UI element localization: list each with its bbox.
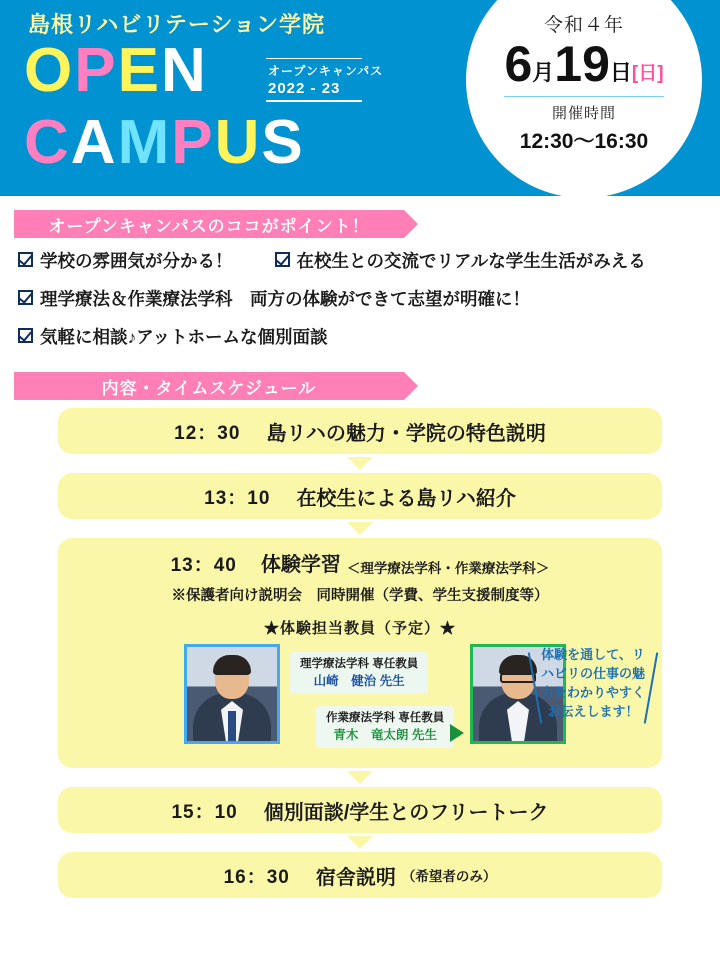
- experience-title-row: [58, 548, 662, 577]
- arrow-down-icon: [347, 522, 373, 535]
- experience-title: 体験学習: [260, 554, 341, 576]
- divider-top: [266, 58, 362, 59]
- arrow-down-icon: [347, 457, 373, 470]
- speech-text: 体験を通して、リハビリの仕事の魅力をわかりやすくお伝えします！: [540, 647, 645, 719]
- points-banner-wrap: [14, 210, 404, 238]
- day-number: 19: [554, 36, 610, 92]
- campus-letter-a: A: [70, 108, 118, 177]
- teacher-photos: [58, 644, 662, 756]
- open-letter-n: N: [160, 36, 208, 105]
- checkbox-icon: [18, 328, 33, 343]
- open-letter-o: O: [24, 36, 75, 105]
- campus-letter-m: M: [117, 108, 172, 177]
- schedule-item-3: [58, 787, 662, 833]
- checkbox-icon: [18, 252, 33, 267]
- open-letter-e: E: [117, 36, 161, 105]
- schedule-item-1: [58, 408, 662, 454]
- schedule-item-experience: [58, 538, 662, 768]
- time-value: 12:30〜16:30: [519, 130, 649, 153]
- points-banner: オープンキャンパスのココがポイント！: [14, 210, 404, 238]
- divider-bottom: [266, 100, 362, 102]
- teacher-caption-2: [316, 706, 454, 748]
- open-title: [24, 36, 208, 105]
- schedule-item-3-line: [58, 787, 662, 833]
- schedule-time-1: 12：30: [174, 422, 241, 444]
- point-label-3: 理学療法＆作業療法学科 両方の体験ができて志望が明確に！: [40, 289, 530, 309]
- point-label-1: 学校の雰囲気が分かる！: [40, 251, 233, 271]
- checkbox-icon: [275, 252, 290, 267]
- checkbox-icon: [18, 290, 33, 305]
- campus-letter-s: S: [261, 108, 305, 177]
- glasses-icon: [500, 673, 536, 683]
- schedule-item-4: [58, 852, 662, 898]
- campus-title: [24, 108, 305, 177]
- teacher-dept-1: 理学療法学科 専任教員: [300, 658, 419, 670]
- schedule-note-4: （希望者のみ）: [401, 869, 497, 884]
- schedule-item-1-line: [58, 408, 662, 454]
- subtitle-japanese: オープンキャンパス: [268, 64, 384, 78]
- schedule-banner-wrap: [14, 372, 404, 400]
- campus-letter-u: U: [214, 108, 262, 177]
- point-label-2: 在校生との交流でリアルな学生生活がみえる: [296, 251, 646, 271]
- experience-subnote: ※保護者向け説明会 同時開催（学費、学生支援制度等）: [171, 588, 549, 604]
- schedule-text-1: 島リハの魅力・学院の特色説明: [266, 422, 546, 445]
- schedule-item-2-line: [58, 473, 662, 519]
- campus-letter-c: C: [24, 108, 71, 177]
- point-row-3: [0, 324, 720, 349]
- schedule-time-3: 15：10: [171, 801, 238, 823]
- open-letter-p: P: [74, 36, 118, 105]
- schedule-text-4: 宿舎説明: [315, 866, 396, 889]
- date-circle: [466, 0, 702, 196]
- schedule-time-4: 16：30: [223, 866, 290, 888]
- schedule-list: [0, 408, 720, 898]
- point-label-4: 気軽に相談♪アットホームな個別面談: [40, 327, 328, 347]
- schedule-text-3: 個別面談/学生とのフリートーク: [263, 801, 549, 824]
- points-list: [0, 248, 720, 362]
- photo-tie: [228, 711, 236, 741]
- experience-title-note: ＜理学療法学科・作業療法学科＞: [346, 561, 550, 576]
- day-of-week: [日]: [631, 62, 664, 84]
- event-date: [504, 36, 664, 92]
- schedule-item-2: [58, 473, 662, 519]
- time-label: 開催時間: [551, 105, 616, 122]
- teacher-name-2: 青木 竜太朗 先生: [333, 727, 437, 742]
- schedule-item-4-line: [58, 852, 662, 898]
- month-unit: 月: [532, 60, 555, 85]
- month-number: 6: [504, 36, 533, 92]
- arrow-down-icon: [347, 836, 373, 849]
- point-row-1: [0, 248, 720, 273]
- arrow-down-icon: [347, 771, 373, 784]
- schedule-banner: 内容・タイムスケジュール: [14, 372, 404, 400]
- photo-hair: [213, 655, 251, 675]
- subtitle-year: 2022 - 23: [268, 80, 341, 97]
- school-name: 島根リハビリテーション学院: [28, 12, 326, 37]
- speech-bar-right: [644, 652, 658, 723]
- teacher-caption-1: [290, 652, 428, 694]
- teacher-section-heading: ★体験担当教員（予定）★: [263, 620, 456, 637]
- arrow-right-icon: [450, 724, 464, 742]
- date-divider: [504, 96, 664, 97]
- teacher-name-1: 山崎 健治 先生: [313, 673, 405, 688]
- point-row-2: [0, 286, 720, 311]
- schedule-time-2: 13：10: [204, 487, 271, 509]
- teacher-dept-2: 作業療法学科 専任教員: [326, 712, 445, 724]
- experience-time: 13：40: [170, 555, 237, 576]
- schedule-text-2: 在校生による島リハ紹介: [296, 487, 516, 510]
- teacher-photo-1: [184, 644, 280, 744]
- era-year: 令和４年: [543, 15, 624, 36]
- page-header: [0, 0, 720, 196]
- day-unit: 日: [609, 60, 632, 85]
- speech-bubble-text: [538, 646, 648, 721]
- campus-letter-p: P: [171, 108, 215, 177]
